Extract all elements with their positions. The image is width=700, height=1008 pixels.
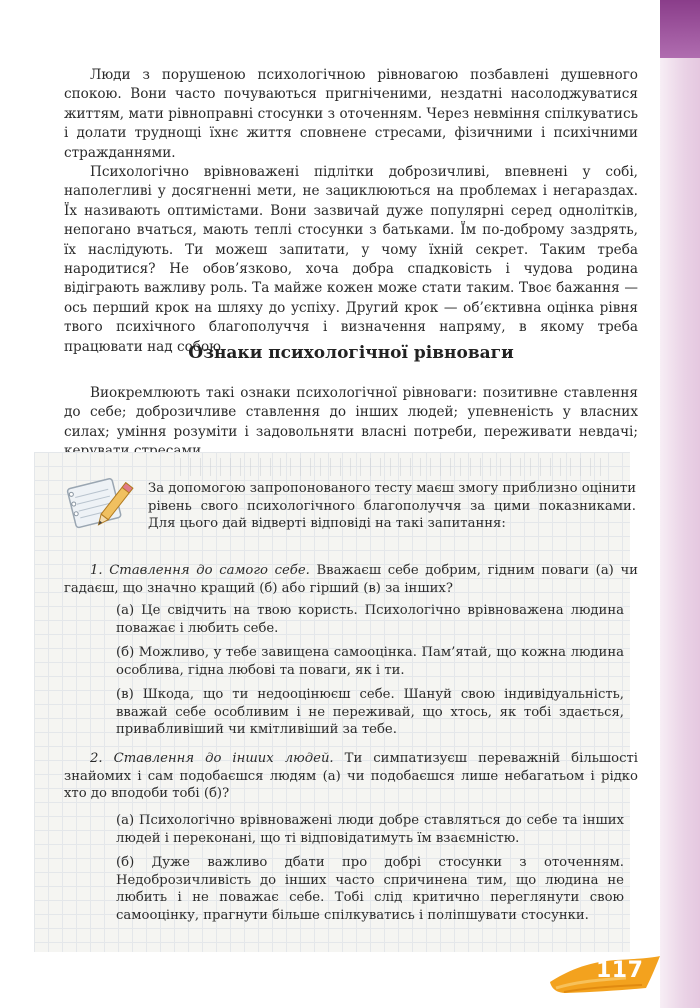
paragraph-2: Психологічно врівноважені підлітки доброзичливі, впевнені у собі, наполегливі у досягненні мети, не зациклюються на проблемах і негараздах. Їх називають оптимістами. Вони зазвичай дуже популярні серед однолітків, непогано вчаться, мають теплі стосунки з батьками. Їм по-доброму заздрять, їх наслідують. Ти можеш запитати, у чому їхній секрет. Таким треба народитися? Не обов’язково, хоча добра спадковість і чудова родина відіграють важливу роль. Та майже кожен може стати таким. Твоє бажання — ось перший крок на шляху до успіху. Другий крок — об’єктивна оцінка рівня твого психічного благополуччя і визначення напряму, в якому треба працювати над собою. (64, 164, 638, 355)
side-margin-strip (660, 0, 700, 1008)
section-heading: Ознаки психологічної рівноваги (188, 343, 514, 363)
notebook-pencil-icon (62, 474, 136, 538)
answer-2a: (а) Психологічно врівноважені люди добре ставляться до себе та інших людей і переконані, що ті відповідатимуть їм взаємністю. (116, 813, 624, 846)
page-number-badge (546, 952, 664, 996)
ruler-decoration (180, 458, 610, 476)
question-1-text: Вважаєш себе добрим, гідним поваги (а) чи гадаєш, що значно кращий (б) або гірший (в) за інших? (64, 563, 638, 596)
question-2 (64, 750, 638, 803)
paragraph-1: Люди з порушеною психологічною рівновагою позбавлені душевного спокою. Вони часто почуваються пригніченими, нездатні насолоджуватися життям, мати рівноправні стосунки з оточенням. Через невміння спілкуватись і долати труднощі їхнє життя сповнене стресами, фізичними і психічними стражданнями. (64, 67, 638, 161)
test-intro-text: За допомогою запропонованого тесту маєш змогу приблизно оцінити рівень свого психологічного благополуччя за цими показниками. Для цього дай відверті відповіді на такі запитання: (148, 481, 637, 532)
question-2-label: 2. Ставлення до інших людей. (90, 751, 334, 766)
question-2-text: Ти симпатизуєш переважній більшості знайомих і сам подобаєшся людям (а) чи подобаєшся лише небагатьом і рідко хто до вподоби тобі (б)? (64, 751, 638, 802)
answer-1a: (а) Це свідчить на твою користь. Психологічно врівноважена людина поважає і любить себе. (116, 603, 624, 636)
chapter-tab (660, 0, 700, 58)
intro-paragraph: Виокремлюють такі ознаки психологічної рівноваги: позитивне ставлення до себе; доброзичливе ставлення до інших людей; упевненість у власних силах; уміння розуміти і задовольняти власні потреби, переживати невдачі; (64, 385, 638, 440)
answer-2b: (б) Дуже важливо дбати про добрі стосунки з оточенням. Недоброзичливість до інших часто спричинена тим, що людина не любить і не поважає себе. Тобі слід критично переглянути свою самооцінку, прагнути більше спілкуватись і поліпшувати стосунки. (116, 855, 624, 923)
test-intro (148, 480, 636, 533)
answer-1c: (в) Шкода, що ти недооцінюєш себе. Шануй свою індивідуальність, вважай себе особливим і не переживай, що хтось, як тобі здається, привабливіший чи кмітливіший за тебе. (116, 687, 624, 738)
question-1-label: 1. Ставлення до самого себе. (90, 563, 310, 578)
page-number: 117 (596, 958, 644, 983)
question-1 (64, 562, 638, 597)
body-text (64, 66, 638, 357)
intro-text (64, 384, 638, 462)
answer-1b: (б) Можливо, у тебе завищена самооцінка. Пам’ятай, що кожна людина особлива, гідна любові та поваги, як і ти. (116, 645, 624, 678)
